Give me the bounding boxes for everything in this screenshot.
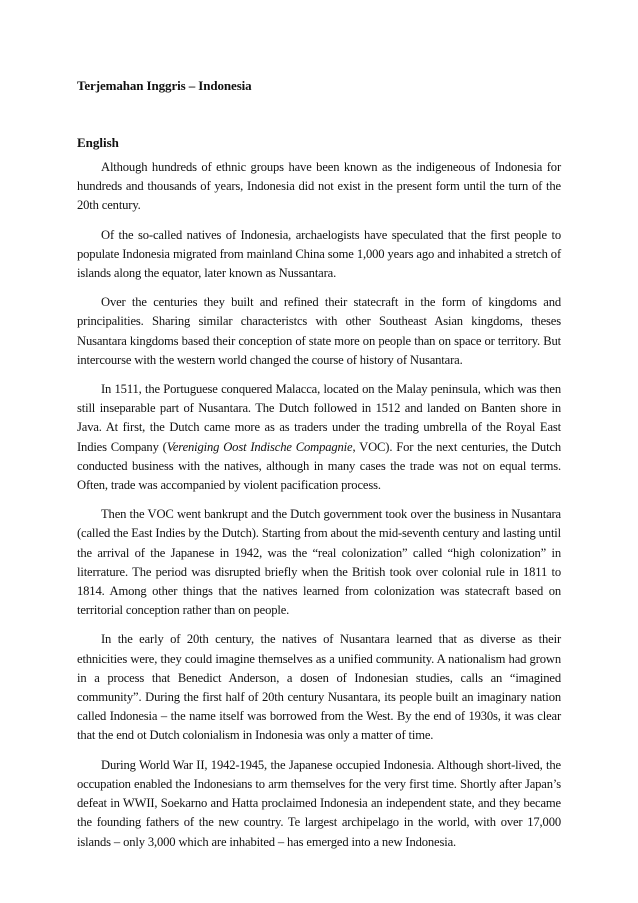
- paragraph-4: [77, 380, 561, 495]
- section-heading: English: [77, 135, 119, 150]
- paragraph-6: In the early of 20th century, the natives of Nusantara learned that as diverse as their ethnicities were, they could imagine themselves as a unified community. A nationalism had grown in a process that Benedict Anderson, a dosen of Indonesian studies, calls an “imagined community”. During the first half of 20th century Nusantara, its people built an imaginary nation called Indonesia – the name itself was borrowed from the West. By the end of 1930s, it was clear that the end ot Dutch colonialism in Indonesia was only a matter of time.: [77, 632, 561, 743]
- paragraph-2: Of the so-called natives of Indonesia, archaelogists have speculated that the first people to populate Indonesia migrated from mainland China some 1,000 years ago and inhabited a stretch of islands along the equator, later known as Nussantara.: [77, 227, 561, 281]
- document-title: Terjemahan Inggris – Indonesia: [77, 78, 252, 93]
- paragraph-4-text-after: , VOC). For the next centuries, the Dutch conducted business with the natives, although in many cases the trade was not on equal terms. Often, trade was accompanied by violent pacification process.: [77, 439, 562, 493]
- paragraph-5: Then the VOC went bankrupt and the Dutch government took over the business in Nusantara (called the East Indies by the Dutch). Starting from about the mid-seventh century and lasting until the arrival of the Japanese in 1942, was the “real colonization” called “high colonization” in literrature. The period was disrupted briefly when the British took over colonial rule in 1811 to 1814. Among other things that the natives learned from colonization was statecraft based on territorial conception rather than on people.: [77, 507, 561, 618]
- paragraph-4-italic-name: Vereniging Oost Indische Compagnie: [166, 439, 353, 454]
- paragraph-3: Over the centuries they built and refined their statecraft in the form of kingdoms and principalities. Sharing similar characteristcs with other Southeast Asian kingdoms, theses Nusantara kingdoms based their conception of state more on people than on space or territory. But intercourse with the western world changed the course of history of Nusantara.: [77, 295, 561, 367]
- paragraph-4-text-before: In 1511, the Portuguese conquered Malacca, located on the Malay peninsula, which was then still inseparable part of Nusantara. The Dutch followed in 1512 and landed on Banten shore in Java. At first, the Dutch came more as as traders under the trading umbrella of the Royal East Indies Company (: [77, 382, 561, 454]
- paragraph-7: During World War II, 1942-1945, the Japanese occupied Indonesia. Although short-lived, the occupation enabled the Indonesians to arm themselves for the very first time. Shortly after Japan’s defeat in WWII, Soekarno and Hatta proclaimed Indonesia an independent state, and they became the founding fathers of the new country. Te largest archipelago in the world, with over 17,000 islands – only 3,000 which are inhabited – has emerged into a new Indonesia.: [77, 757, 561, 849]
- paragraph-1: Although hundreds of ethnic groups have been known as the indigeneous of Indonesia for hundreds and thousands of years, Indonesia did not exist in the present form until the turn of the 20th century.: [77, 160, 561, 213]
- document-body: [77, 158, 561, 862]
